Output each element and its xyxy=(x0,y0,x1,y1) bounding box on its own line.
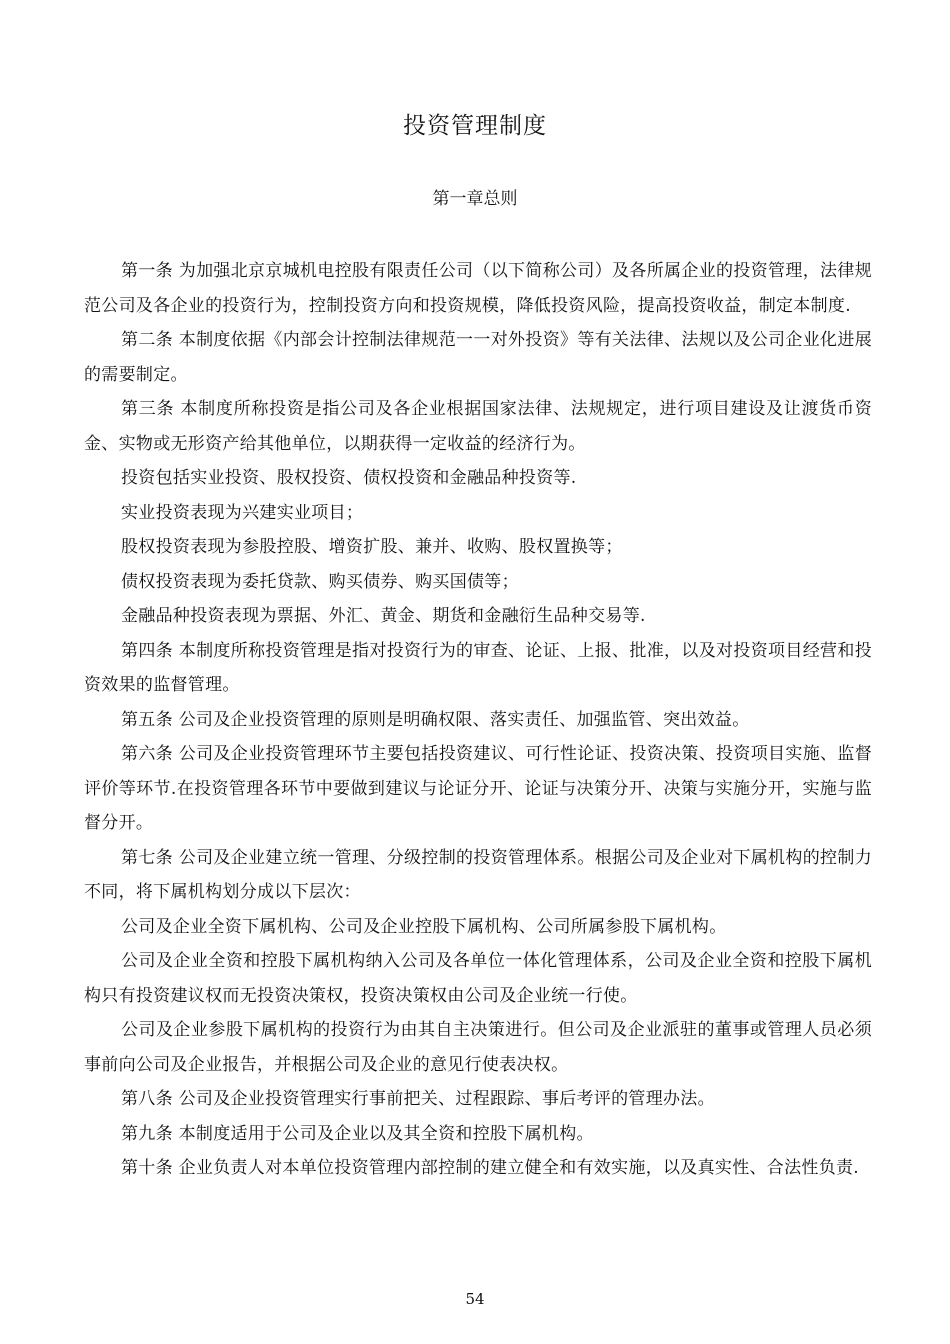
paragraph-article-6: 第六条 公司及企业投资管理环节主要包括投资建议、可行性论证、投资决策、投资项目实施、监督评价等环节.在投资管理各环节中要做到建议与论证分开、论证与决策分开、决策与实施分开，实施与监督分开。 xyxy=(84,744,872,833)
paragraph-article-3: 第三条 本制度所称投资是指公司及各企业根据国家法律、法规规定，进行项目建设及让渡货币资金、实物或无形资产给其他单位，以期获得一定收益的经济行为。 xyxy=(84,399,872,454)
paragraph-article-2: 第二条 本制度依据《内部会计控制法律规范一一对外投资》等有关法律、法规以及公司企业化进展的需要制定。 xyxy=(84,330,872,385)
paragraph-article-7: 第七条 公司及企业建立统一管理、分级控制的投资管理体系。根据公司及企业对下属机构的控制力不同，将下属机构划分成以下层次： xyxy=(84,847,872,902)
paragraph-minority-holdings: 公司及企业参股下属机构的投资行为由其自主决策进行。但公司及企业派驻的董事或管理人员必须事前向公司及企业报告，并根据公司及企业的意见行使表决权。 xyxy=(84,1020,872,1075)
paragraph-article-9: 第九条 本制度适用于公司及企业以及其全资和控股下属机构。 xyxy=(121,1123,594,1144)
paragraph-debt-investment: 债权投资表现为委托贷款、购买债券、购买国债等； xyxy=(121,571,519,592)
document-body xyxy=(84,254,872,1186)
paragraph-article-8: 第八条 公司及企业投资管理实行事前把关、过程跟踪、事后考评的管理办法。 xyxy=(121,1089,715,1109)
paragraph-industrial-investment: 实业投资表现为兴建实业项目； xyxy=(121,502,364,523)
document-title: 投资管理制度 xyxy=(403,113,547,139)
paragraph-equity-investment: 股权投资表现为参股控股、增资扩股、兼并、收购、股权置换等； xyxy=(121,537,623,557)
paragraph-subsidiary-levels: 公司及企业全资下属机构、公司及企业控股下属机构、公司所属参股下属机构。 xyxy=(121,916,727,937)
page-number: 54 xyxy=(465,1290,485,1308)
paragraph-wholly-owned-holdings: 公司及企业全资和控股下属机构纳入公司及各单位一体化管理体系，公司及企业全资和控股下属机构只有投资建议权而无投资决策权，投资决策权由公司及企业统一行使。 xyxy=(84,951,872,1006)
paragraph-article-4: 第四条 本制度所称投资管理是指对投资行为的审查、论证、上报、批准，以及对投资项目经营和投资效果的监督管理。 xyxy=(84,640,872,695)
paragraph-article-10: 第十条 企业负责人对本单位投资管理内部控制的建立健全和有效实施，以及真实性、合法性负责. xyxy=(121,1158,860,1178)
paragraph-article-5: 第五条 公司及企业投资管理的原则是明确权限、落实责任、加强监管、突出效益。 xyxy=(121,709,750,730)
paragraph-financial-investment: 金融品种投资表现为票据、外汇、黄金、期货和金融衍生品种交易等. xyxy=(121,606,646,626)
paragraph-investment-types: 投资包括实业投资、股权投资、债权投资和金融品种投资等. xyxy=(121,468,577,488)
paragraph-article-1: 第一条 为加强北京京城机电控股有限责任公司（以下简称公司）及各所属企业的投资管理，法律规范公司及各企业的投资行为，控制投资方向和投资规模，降低投资风险，提高投资收益，制定本制度. xyxy=(84,261,872,316)
chapter-heading: 第一章总则 xyxy=(432,189,518,209)
